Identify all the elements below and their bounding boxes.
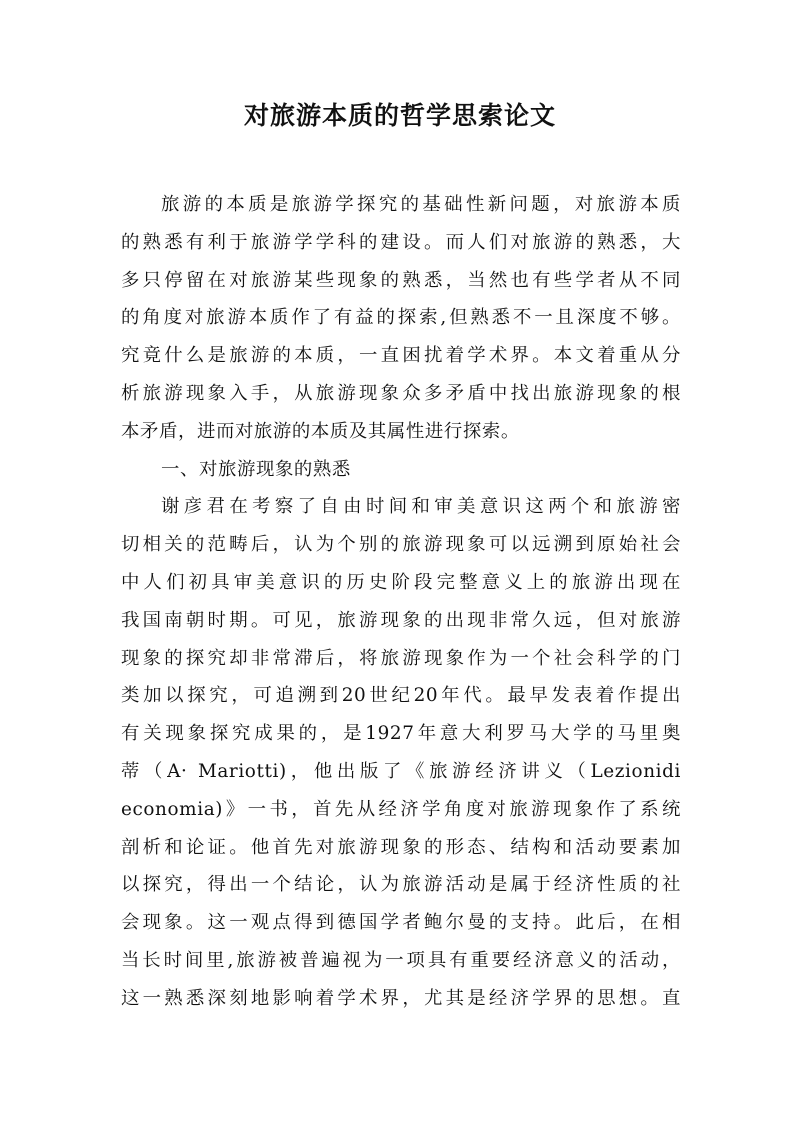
paragraph-line: 究竟什么是旅游的本质，一直困扰着学术界。本文着重从分 [121,345,681,367]
paragraph-line: 的熟悉有利于旅游学学科的建设。而人们对旅游的熟悉，大 [121,231,681,253]
document-title: 对旅游本质的哲学思索论文 [243,101,556,130]
paragraph-line: 中人们初具审美意识的历史阶段完整意义上的旅游出现在 [121,571,681,593]
paragraph-line: 旅游的本质是旅游学探究的基础性新问题，对旅游本质 [161,194,681,215]
paragraph-line: 本矛盾，进而对旅游的本质及其属性进行探索。 [121,420,520,442]
paragraph-line: 多只停留在对旅游某些现象的熟悉，当然也有些学者从不同 [121,269,681,291]
document-body [121,186,681,1018]
paragraph-line: 谢彦君在考察了自由时间和审美意识这两个和旅游密 [161,496,681,518]
paragraph-line: 蒂（A· Mariotti)，他出版了《旅游经济讲义（Lezionidi [121,760,681,782]
paragraph-line: 现象的探究却非常滞后，将旅游现象作为一个社会科学的门 [121,647,681,669]
paragraph-line: 有关现象探究成果的，是1927年意大利罗马大学的马里奥 [121,723,681,745]
section-heading: 一、对旅游现象的熟悉 [161,458,351,480]
paragraph-line: 当长时间里,旅游被普遍视为一项具有重要经济意义的活动， [121,949,681,971]
paragraph-line: 剖析和论证。他首先对旅游现象的形态、结构和活动要素加 [121,836,681,858]
paragraph-line: economia)》一书，首先从经济学角度对旅游现象作了系统 [121,798,681,820]
paragraph-line: 这一熟悉深刻地影响着学术界，尤其是经济学界的思想。直 [121,987,681,1009]
paragraph-line: 类加以探究，可追溯到20世纪20年代。最早发表着作提出 [121,685,681,707]
paragraph-line: 的角度对旅游本质作了有益的探索,但熟悉不一且深度不够。 [121,307,681,329]
paragraph-line: 以探究，得出一个结论，认为旅游活动是属于经济性质的社 [121,874,681,896]
paragraph-line: 切相关的范畴后，认为个别的旅游现象可以远溯到原始社会 [121,534,681,556]
paragraph-line: 我国南朝时期。可见，旅游现象的出现非常久远，但对旅游 [121,609,681,631]
paragraph-line: 析旅游现象入手，从旅游现象众多矛盾中找出旅游现象的根 [121,382,681,404]
paragraph-line: 会现象。这一观点得到德国学者鲍尔曼的支持。此后，在相 [121,912,681,934]
